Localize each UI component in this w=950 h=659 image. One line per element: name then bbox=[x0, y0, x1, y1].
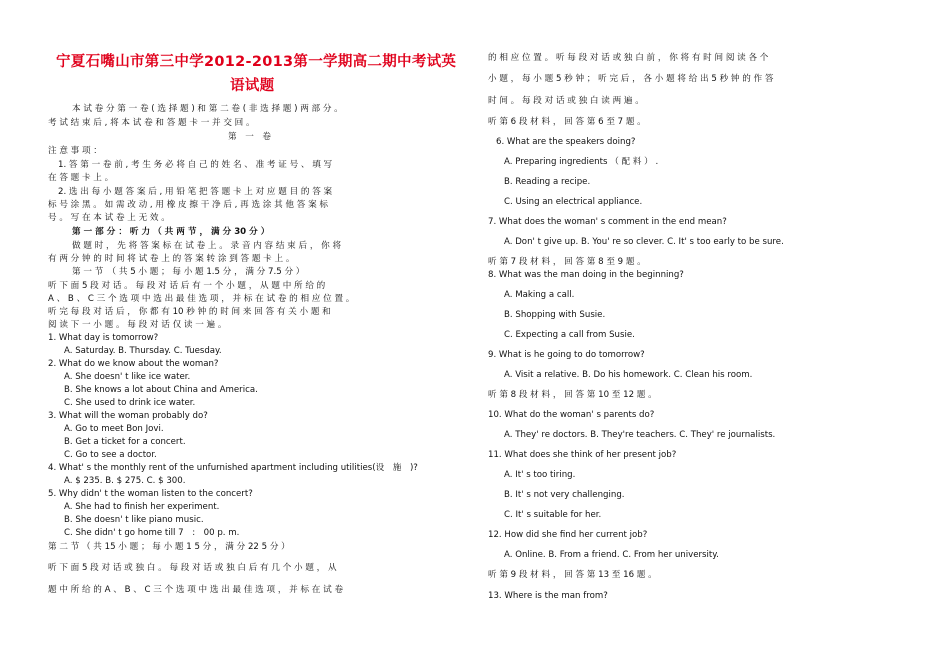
exam-title-line-1: 宁夏石嘴山市第三中学2012-2013第一学期高二期中考试英 bbox=[56, 54, 457, 70]
question-3-option-a: A. Go to meet Bon Jovi. bbox=[64, 424, 164, 434]
section-1-heading: 第 一 节 （ 共 5 小 题 ； 每 小 题 1.5 分 ， 满 分 7.5 分 ） bbox=[72, 267, 305, 277]
question-1-options: A. Saturday. B. Thursday. C. Tuesday. bbox=[64, 346, 222, 356]
note-2a: 2. 选 出 每 小 题 答 案 后 , 用 铅 笔 把 答 题 卡 上 对 应 题 目 的 答 案 bbox=[58, 187, 333, 197]
question-2-option-b: B. She knows a lot about China and America. bbox=[64, 385, 258, 395]
question-11-option-c: C. It' s suitable for her. bbox=[504, 510, 602, 520]
question-7: 7. What does the woman' s comment in the end mean? bbox=[488, 217, 727, 227]
question-11-option-a: A. It' s too tiring. bbox=[504, 470, 576, 480]
question-5-option-b: B. She doesn' t like piano music. bbox=[64, 515, 204, 525]
part-1-heading: 第 一 部 分 ： 听 力 （ 共 两 节 ， 满 分 30 分 ） bbox=[72, 227, 270, 237]
question-2-option-a: A. She doesn' t like ice water. bbox=[64, 372, 191, 382]
question-3-option-c: C. Go to see a doctor. bbox=[64, 450, 157, 460]
note-2b: 标 号 涂 黑 。 如 需 改 动 , 用 橡 皮 擦 干 净 后 , 再 选 涂 其 他 答 案 标 bbox=[48, 200, 329, 210]
question-5: 5. Why didn' t the woman listen to the concert? bbox=[48, 489, 253, 499]
section-1-instruction-c: 听 完 每 段 对 话 后 ， 你 都 有 10 秒 钟 的 时 间 来 回 答 有 关 小 题 和 bbox=[48, 307, 331, 317]
material-9-heading: 听 第 9 段 材 料 ， 回 答 第 13 至 16 题 。 bbox=[488, 570, 657, 580]
question-12: 12. How did she find her current job? bbox=[488, 530, 648, 540]
question-5-option-a: A. She had to finish her experiment. bbox=[64, 502, 220, 512]
question-11-option-b: B. It' s not very challenging. bbox=[504, 490, 625, 500]
question-13: 13. Where is the man from? bbox=[488, 591, 608, 601]
notes-heading: 注 意 事 项 ： bbox=[48, 146, 102, 156]
section-1-instruction-b: A 、 B 、 C 三 个 选 项 中 选 出 最 佳 选 项 ， 并 标 在 试 卷 的 相 应 位 置 。 bbox=[48, 294, 355, 304]
question-4-options: A. $ 235. B. $ 275. C. $ 300. bbox=[64, 476, 186, 486]
section-2-cont-c: 时 间 。 每 段 对 话 或 独 白 读 两 遍 。 bbox=[488, 96, 644, 106]
part-1-instruction-b: 有 两 分 钟 的 时 间 将 试 卷 上 的 答 案 转 涂 到 答 题 卡 上 。 bbox=[48, 254, 295, 264]
question-6-option-c: C. Using an electrical appliance. bbox=[504, 197, 643, 207]
question-8: 8. What was the man doing in the beginning? bbox=[488, 270, 684, 280]
question-6-option-b: B. Reading a recipe. bbox=[504, 177, 591, 187]
material-7-heading: 听 第 7 段 材 料 ， 回 答 第 8 至 9 题 。 bbox=[488, 257, 646, 267]
question-5-option-c: C. She didn' t go home till 7 : 00 p. m. bbox=[64, 528, 240, 538]
question-11: 11. What does she think of her present job? bbox=[488, 450, 677, 460]
part-1-instruction-a: 做 题 时 ， 先 将 答 案 标 在 试 卷 上 。 录 音 内 容 结 束 后 ， 你 将 bbox=[72, 241, 342, 251]
question-4: 4. What' s the monthly rent of the unfurnished apartment including utilities(设 施 )? bbox=[48, 463, 418, 473]
question-8-option-b: B. Shopping with Susie. bbox=[504, 310, 606, 320]
intro-line-2: 考 试 结 束 后 , 将 本 试 卷 和 答 题 卡 一 并 交 回 。 bbox=[48, 118, 255, 128]
question-2-option-c: C. She used to drink ice water. bbox=[64, 398, 196, 408]
volume-heading: 第 一 卷 bbox=[228, 132, 271, 142]
question-8-option-a: A. Making a call. bbox=[504, 290, 575, 300]
section-2-instruction-a: 听 下 面 5 段 对 话 或 独 白 。 每 段 对 话 或 独 白 后 有 几 个 小 题 ， 从 bbox=[48, 563, 337, 573]
section-2-heading: 第 二 节 （ 共 15 小 题 ； 每 小 题 1 5 分 ， 满 分 22 5 分 ） bbox=[48, 542, 290, 552]
question-6: 6. What are the speakers doing? bbox=[496, 137, 636, 147]
question-12-options: A. Online. B. From a friend. C. From her university. bbox=[504, 550, 719, 560]
question-3-option-b: B. Get a ticket for a concert. bbox=[64, 437, 186, 447]
section-2-cont-b: 小 题 ， 每 小 题 5 秒 钟 ； 听 完 后 ， 各 小 题 将 给 出 5 秒 钟 的 作 答 bbox=[488, 74, 774, 84]
section-1-instruction-a: 听 下 面 5 段 对 话 。 每 段 对 话 后 有 一 个 小 题 ， 从 题 中 所 给 的 bbox=[48, 281, 326, 291]
section-2-cont-a: 的 相 应 位 置 。 听 每 段 对 话 或 独 白 前 ， 你 将 有 时 间 阅 读 各 个 bbox=[488, 53, 769, 63]
section-2-instruction-b: 题 中 所 给 的 A 、 B 、 C 三 个 选 项 中 选 出 最 佳 选 项 ， 并 标 在 试 卷 bbox=[48, 585, 344, 595]
question-6-option-a: A. Preparing ingredients （ 配 料 ） . bbox=[504, 157, 659, 167]
question-3: 3. What will the woman probably do? bbox=[48, 411, 208, 421]
question-8-option-c: C. Expecting a call from Susie. bbox=[504, 330, 635, 340]
note-1b: 在 答 题 卡 上 。 bbox=[48, 173, 114, 183]
question-10-options: A. They' re doctors. B. They're teachers. C. They' re journalists. bbox=[504, 430, 776, 440]
question-10: 10. What do the woman' s parents do? bbox=[488, 410, 655, 420]
section-1-instruction-d: 阅 读 下 一 小 题 。 每 段 对 话 仅 读 一 遍 。 bbox=[48, 320, 227, 330]
intro-line-1: 本 试 卷 分 第 一 卷 ( 选 择 题 ) 和 第 二 卷 ( 非 选 择 题 ) 两 部 分 。 bbox=[72, 104, 343, 114]
material-8-heading: 听 第 8 段 材 料 ， 回 答 第 10 至 12 题 。 bbox=[488, 390, 657, 400]
question-1: 1. What day is tomorrow? bbox=[48, 333, 159, 343]
material-6-heading: 听 第 6 段 材 料 ， 回 答 第 6 至 7 题 。 bbox=[488, 117, 646, 127]
note-2c: 号 。 写 在 本 试 卷 上 无 效 。 bbox=[48, 213, 170, 223]
question-7-options: A. Don' t give up. B. You' re so clever. C. It' s too early to be sure. bbox=[504, 237, 784, 247]
question-9-options: A. Visit a relative. B. Do his homework. C. Clean his room. bbox=[504, 370, 753, 380]
question-9: 9. What is he going to do tomorrow? bbox=[488, 350, 645, 360]
question-2: 2. What do we know about the woman? bbox=[48, 359, 219, 369]
note-1a: 1. 答 第 一 卷 前 , 考 生 务 必 将 自 己 的 姓 名 、 准 考 证 号 、 填 写 bbox=[58, 160, 333, 170]
exam-title-line-2: 语试题 bbox=[230, 78, 275, 94]
